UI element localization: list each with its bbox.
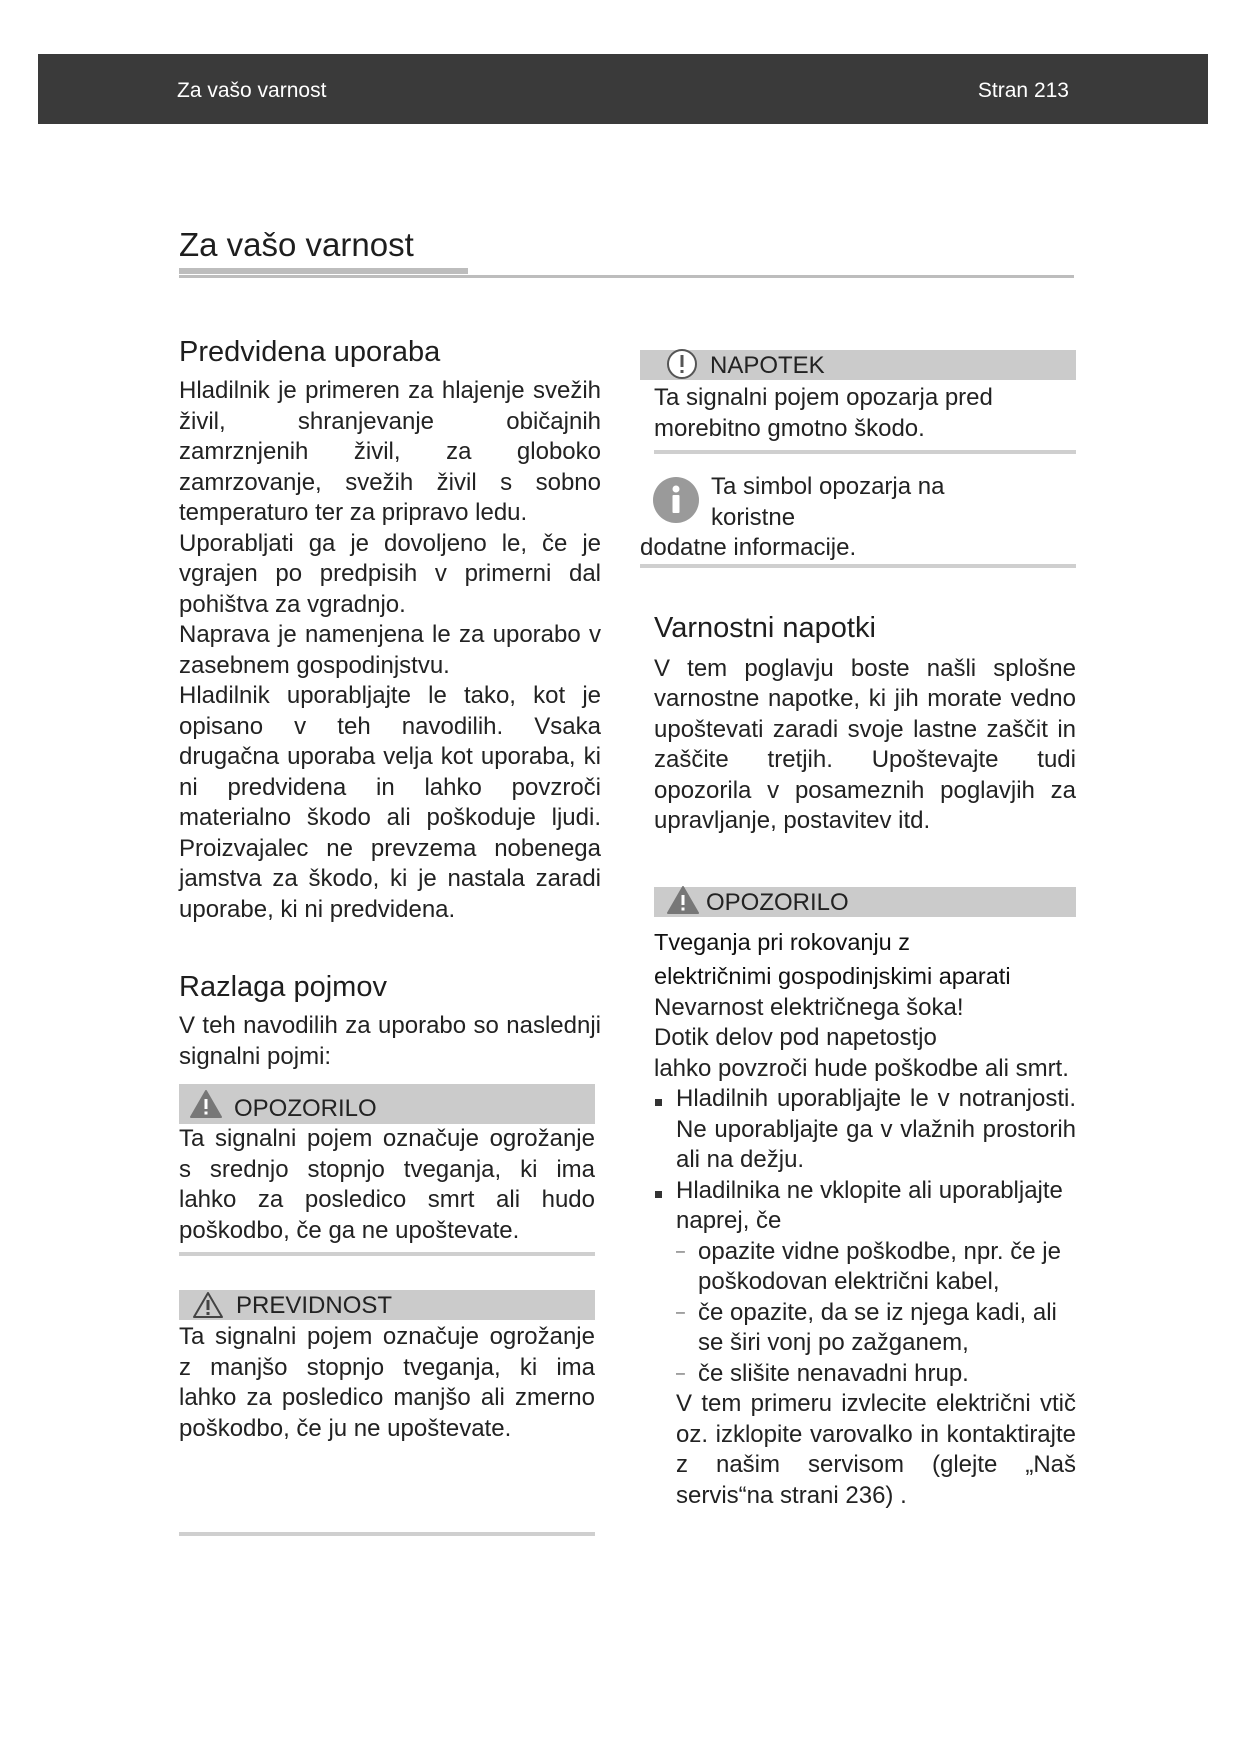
dash-text: če slišite nenavadni hrup.	[698, 1359, 969, 1387]
safety-body: V tem poglavju boste našli splošne varnostne napotke, ki jih morate vedno upoštevati zaradi svoje lastne zaščit in zaščite tretjih. Upoštevajte tudi opozorila v posameznih poglavjih za upravljanje, postavitev itd.	[654, 654, 1076, 834]
dash-item	[676, 1298, 1076, 1359]
bullet-marker	[655, 1191, 662, 1198]
dash-marker: –	[676, 1303, 685, 1321]
warning2-label: OPOZORILO	[706, 888, 849, 916]
info-text-line2: koristne	[711, 503, 796, 531]
notice-signal-bar	[640, 350, 1076, 380]
dash-text: opazite vidne poškodbe, npr. če je poškodovan električni kabel,	[698, 1237, 1061, 1295]
dash-marker: –	[676, 1242, 685, 1260]
dash-list	[676, 1237, 1076, 1390]
bullet-text: Hladilnih uporabljajte le v notranjosti. Ne uporabljajte ga v vlažnih prostorih ali na dežju.	[676, 1085, 1076, 1173]
info-text-main	[711, 472, 1076, 533]
page-header	[38, 54, 1208, 124]
header-section-title: Za vašo varnost	[177, 79, 327, 102]
bullet-text: Hladilnika ne vklopite ali uporabljajte naprej, če	[676, 1176, 1063, 1234]
notice-exclamation-icon	[666, 348, 698, 388]
header-page-number: Stran 213	[977, 79, 1069, 102]
warning2-hazard: Nevarnost električnega šoka!	[654, 993, 964, 1021]
warning-label: OPOZORILO	[234, 1095, 377, 1122]
caution-label: PREVIDNOST	[236, 1292, 393, 1319]
warning2-hazard-line2: Dotik delov pod napetostjo	[654, 1024, 937, 1051]
right-column	[640, 350, 1076, 1511]
info-text-line1: Ta simbol opozarja na	[711, 473, 945, 500]
bullet-item	[654, 1176, 1076, 1512]
info-text-line3: dodatne informacije.	[640, 534, 857, 561]
warning-description: Ta signalni pojem označuje ogrožanje s srednjo stopnjo tveganja, ki ima lahko za posledico smrt ali hudo poškodbo, če ga ne upoštevate.	[179, 1125, 595, 1244]
intended-use-p3: Naprava je namenjena le za uporabo v zasebnem gospodinjstvu.	[179, 621, 601, 679]
caution-description: Ta signalni pojem označuje ogrožanje z manjšo stopnjo tveganja, ki ima lahko za posledico manjšo ali zmerno poškodbo, če ju ne upoštevate.	[179, 1323, 595, 1442]
dash-item	[676, 1237, 1076, 1298]
terms-heading: Razlaga pojmov	[179, 971, 387, 1003]
warning2-body	[654, 993, 1076, 1085]
warning2-title	[654, 925, 1076, 993]
notice-divider	[654, 450, 1076, 454]
warning2-signal-bar	[654, 887, 1076, 917]
notice-description: Ta signalni pojem opozarja pred morebitno gmotno škodo.	[654, 384, 993, 442]
bullet-marker	[655, 1099, 662, 1106]
caution-triangle-icon	[191, 1290, 225, 1328]
warning2-bullet-list	[654, 1084, 1076, 1511]
warning-divider	[179, 1252, 595, 1256]
notice-label: NAPOTEK	[710, 352, 825, 379]
caution-signal-bar	[179, 1290, 595, 1320]
safety-heading: Varnostni napotki	[654, 611, 876, 644]
info-note	[654, 472, 1076, 532]
intended-use-body	[179, 376, 601, 925]
intended-use-p4: Hladilnik uporabljajte le tako, kot je opisano v teh navodilih. Vsaka drugačna uporaba velja kot uporaba, ki ni predvidena in lahko povzroči materialno škodo ali poškoduje ljudi. Proizvajalec ne prevzema nobenega jamstva za škodo, ki je nastala zaradi uporabe, ki ni predvidena.	[179, 682, 601, 923]
info-icon	[652, 476, 700, 529]
dash-marker: –	[676, 1364, 685, 1382]
left-column	[179, 336, 601, 1536]
page-title: Za vašo varnost	[179, 226, 414, 263]
warning2-triangle-icon	[666, 885, 700, 923]
warning-triangle-icon	[189, 1089, 223, 1127]
intended-use-p2: Uporabljati ga je dovoljeno le, če je vgrajen po predpisih v primerni dal pohištva za vgradnjo.	[179, 529, 601, 618]
warning2-title-line1: Tveganja pri rokovanju z	[654, 928, 911, 955]
intended-use-p1: Hladilnik je primeren za hlajenje svežih živil, shranjevanje običajnih zamrznjenih živil, za globoko zamrzovanje, svežih živil s sobno temperaturo ter za pripravo ledu.	[179, 377, 601, 526]
dash-item	[676, 1359, 1076, 1390]
intended-use-heading: Predvidena uporaba	[179, 336, 441, 368]
warning2-title-line2: električnimi gospodinjskimi aparati	[654, 962, 1011, 989]
warning-signal-bar	[179, 1084, 595, 1124]
warning2-hazard-line3: lahko povzroči hude poškodbe ali smrt.	[654, 1054, 1069, 1082]
title-underline	[179, 268, 468, 274]
warning2-closing: V tem primeru izvlecite električni vtič oz. izklopite varovalko in kontaktirajte z našim servisom (glejte „Naš servis“na strani 236) .	[676, 1390, 1076, 1509]
dash-text: če opazite, da se iz njega kadi, ali se širi vonj po zažganem,	[698, 1298, 1057, 1356]
info-divider	[640, 564, 1076, 568]
terms-intro: V teh navodilih za uporabo so naslednji signalni pojmi:	[179, 1012, 601, 1070]
caution-divider	[179, 1532, 595, 1536]
title-divider	[179, 275, 1074, 278]
bullet-item	[654, 1084, 1076, 1176]
